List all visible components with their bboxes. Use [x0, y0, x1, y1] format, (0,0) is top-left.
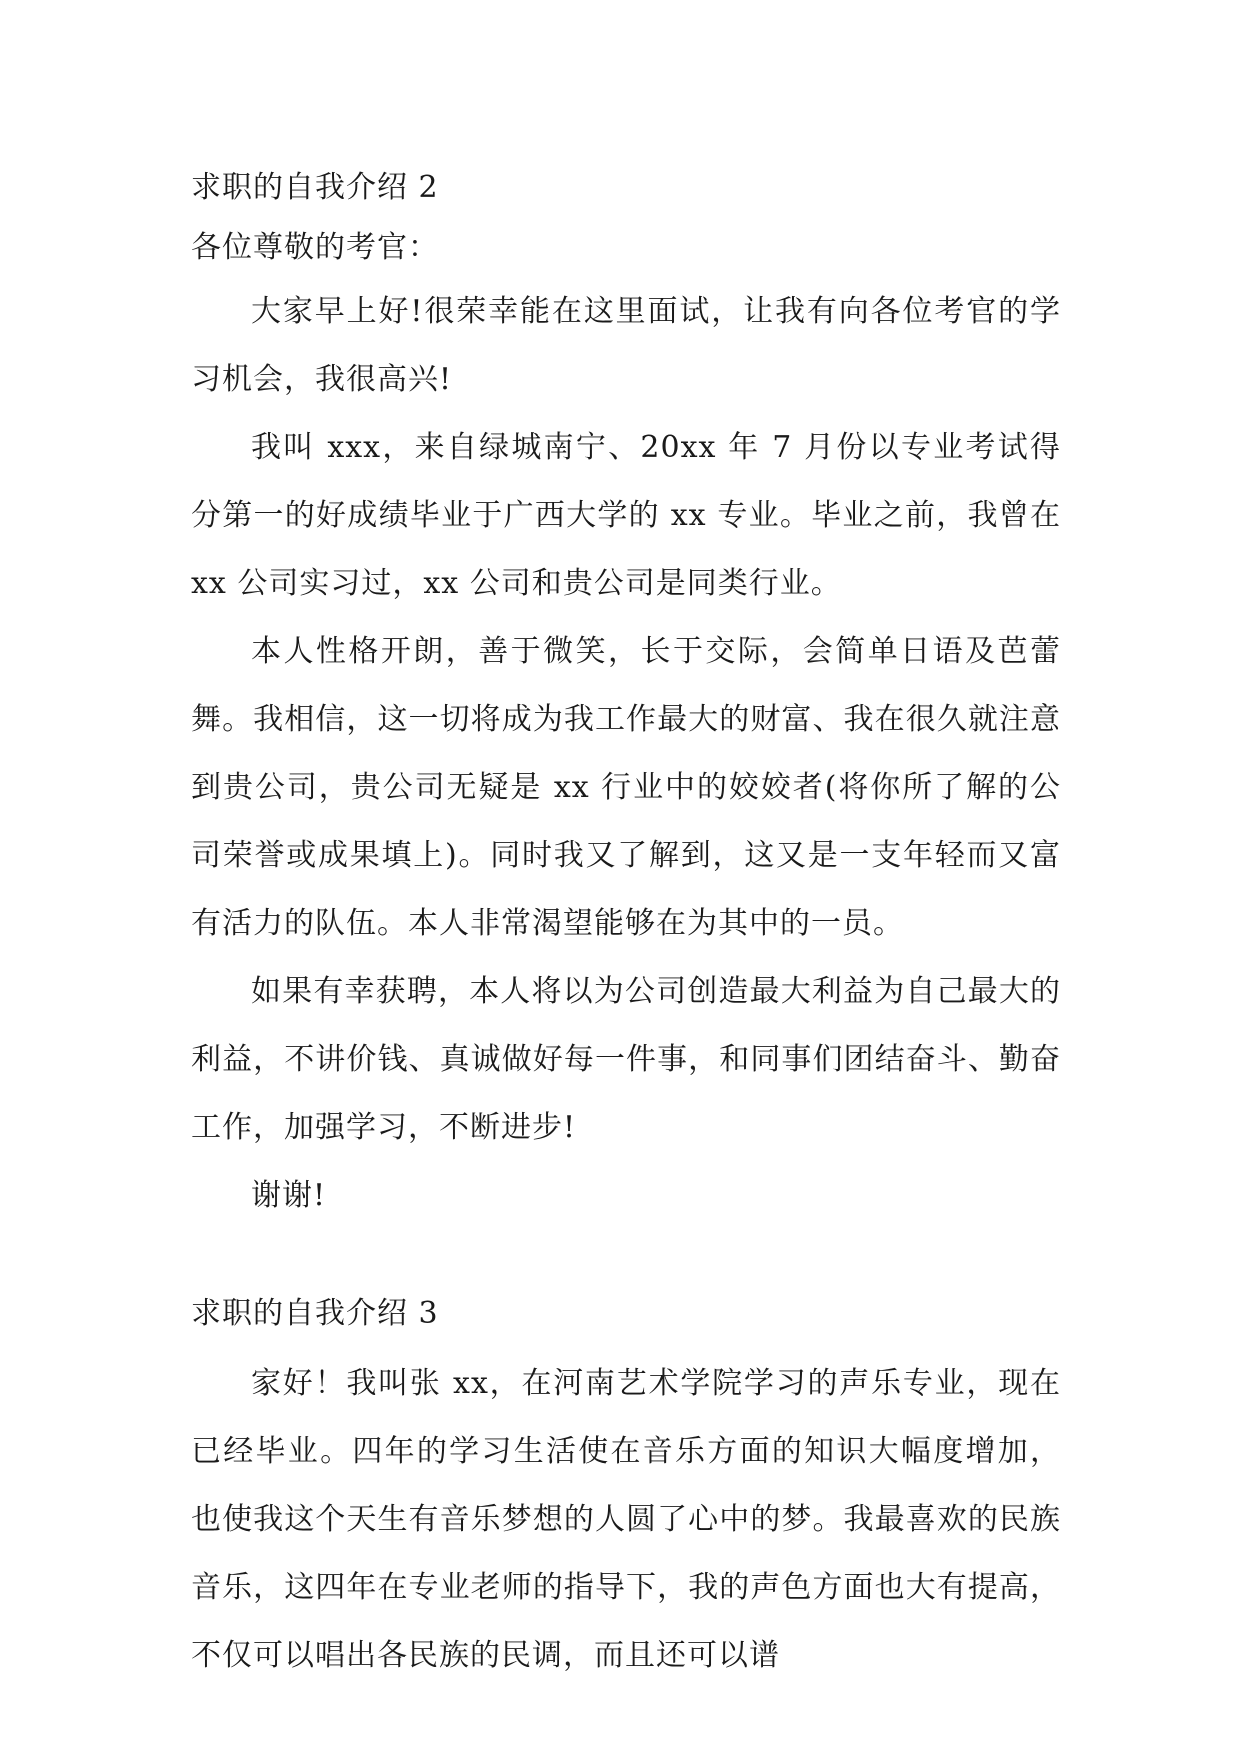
section-3-title: 求职的自我介绍 3	[191, 1296, 439, 1331]
greeting-line: 各位尊敬的考官：	[191, 230, 439, 265]
paragraph-thanks: 谢谢!	[251, 1178, 327, 1213]
paragraph-personality: 本人性格开朗，善于微笑，长于交际，会简单日语及芭蕾舞。我相信，这一切将成为我工作最大的财富、我在很久就注意到贵公司，贵公司无疑是 xx 行业中的姣姣者(将你所了解的公司荣誉或成果填上)。同时我又了解到，这又是一支年轻而又富有活力的队伍。本人非常渴望能够在为其中的一员。	[191, 634, 1061, 941]
document-body	[191, 158, 1061, 1690]
section-2-title: 求职的自我介绍 2	[191, 170, 439, 205]
paragraph-commitment: 如果有幸获聘，本人将以为公司创造最大利益为自己最大的利益，不讲价钱、真诚做好每一件事，和同事们团结奋斗、勤奋工作，加强学习，不断进步!	[191, 974, 1061, 1145]
paragraph-music-intro: 家好！我叫张 xx，在河南艺术学院学习的声乐专业，现在已经毕业。四年的学习生活使在音乐方面的知识大幅度增加， 也使我这个天生有音乐梦想的人圆了心中的梦。我最喜欢的民族音乐，这四年在专业老师的指导下，我的声色方面也大有提高，不仅可以唱出各民族的民调，而且还可以谱	[191, 1366, 1061, 1673]
paragraph-opening: 大家早上好!很荣幸能在这里面试，让我有向各位考官的学习机会，我很高兴!	[191, 294, 1061, 397]
section-divider-space	[191, 1230, 1061, 1284]
paragraph-background: 我叫 xxx，来自绿城南宁、20xx 年 7 月份以专业考试得分第一的好成绩毕业于广西大学的 xx 专业。毕业之前，我曾在 xx 公司实习过，xx 公司和贵公司是同类行业。	[191, 430, 1061, 601]
